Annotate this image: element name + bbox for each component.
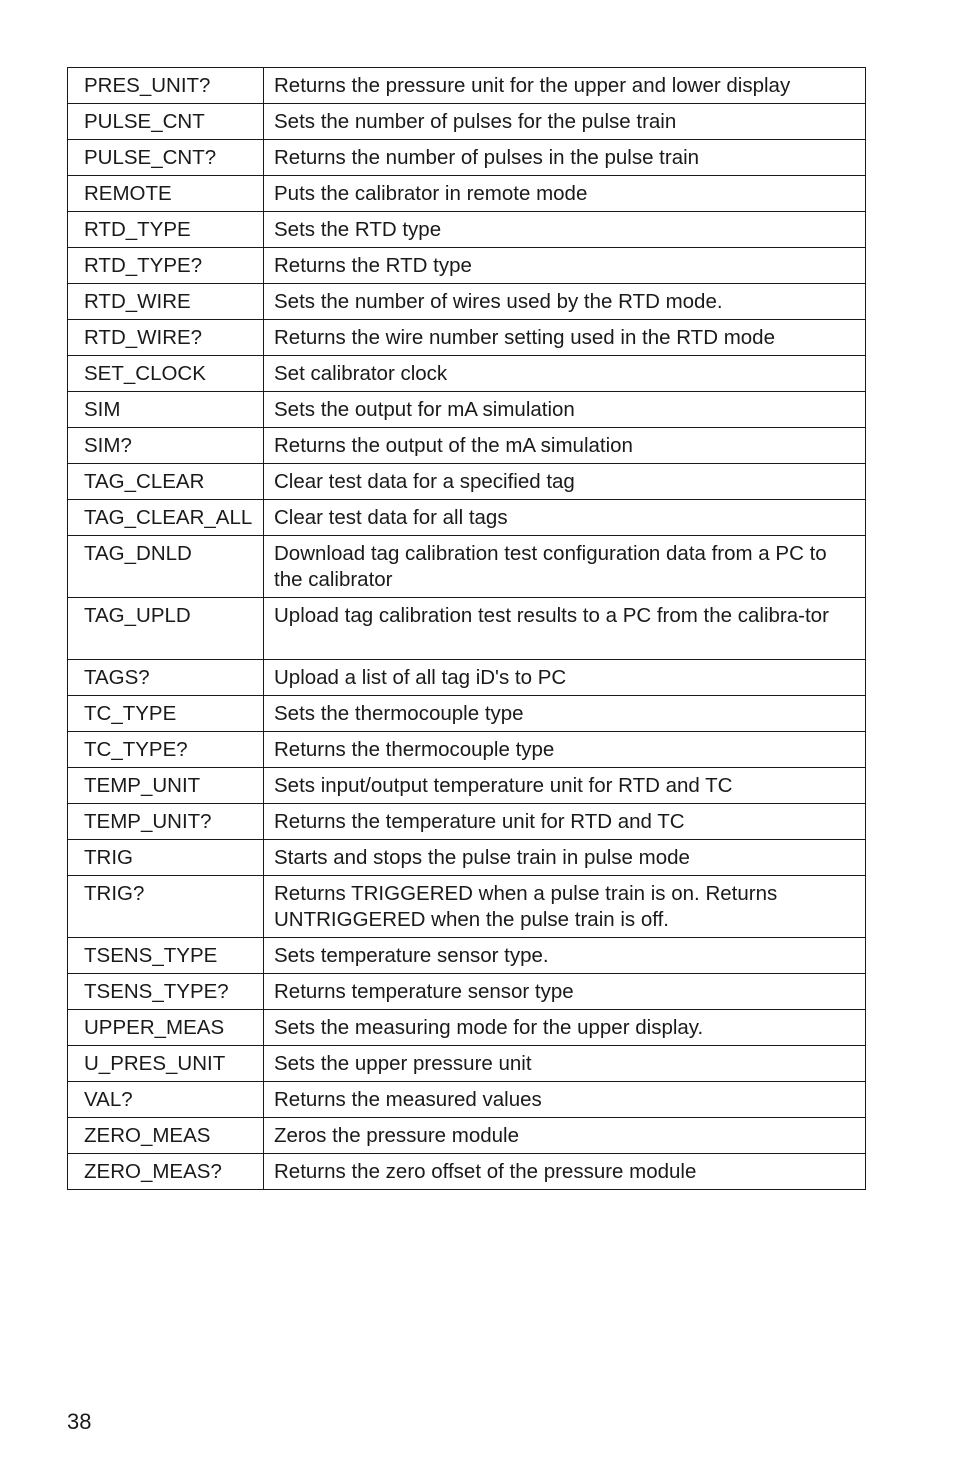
description-cell: Zeros the pressure module bbox=[264, 1118, 866, 1154]
description-cell: Returns the measured values bbox=[264, 1082, 866, 1118]
command-cell: TAG_DNLD bbox=[68, 536, 264, 598]
command-cell: PULSE_CNT? bbox=[68, 140, 264, 176]
description-cell: Download tag calibration test configuration data from a PC to the calibrator bbox=[264, 536, 866, 598]
command-cell: TAG_UPLD bbox=[68, 598, 264, 660]
table-row bbox=[68, 696, 866, 732]
table-row bbox=[68, 598, 866, 660]
command-cell: TC_TYPE? bbox=[68, 732, 264, 768]
table-row bbox=[68, 974, 866, 1010]
description-cell: Sets temperature sensor type. bbox=[264, 938, 866, 974]
description-cell: Returns the pressure unit for the upper and lower display bbox=[264, 68, 866, 104]
table-row bbox=[68, 840, 866, 876]
table-row bbox=[68, 660, 866, 696]
description-cell: Sets the output for mA simulation bbox=[264, 392, 866, 428]
table-row bbox=[68, 1118, 866, 1154]
table-row bbox=[68, 938, 866, 974]
command-cell: TRIG? bbox=[68, 876, 264, 938]
description-cell: Sets the measuring mode for the upper display. bbox=[264, 1010, 866, 1046]
command-cell: PULSE_CNT bbox=[68, 104, 264, 140]
command-cell: TAGS? bbox=[68, 660, 264, 696]
command-cell: VAL? bbox=[68, 1082, 264, 1118]
page-number: 38 bbox=[67, 1409, 92, 1434]
description-cell: Sets the number of pulses for the pulse train bbox=[264, 104, 866, 140]
command-cell: RTD_TYPE? bbox=[68, 248, 264, 284]
command-cell: TRIG bbox=[68, 840, 264, 876]
description-cell: Returns the wire number setting used in the RTD mode bbox=[264, 320, 866, 356]
description-cell: Starts and stops the pulse train in pulse mode bbox=[264, 840, 866, 876]
table-row bbox=[68, 1046, 866, 1082]
description-cell: Sets input/output temperature unit for RTD and TC bbox=[264, 768, 866, 804]
command-cell: TAG_CLEAR_ALL bbox=[68, 500, 264, 536]
table-row bbox=[68, 176, 866, 212]
table-row bbox=[68, 768, 866, 804]
table-row bbox=[68, 248, 866, 284]
description-cell: Returns the zero offset of the pressure module bbox=[264, 1154, 866, 1190]
command-table bbox=[67, 67, 866, 1190]
table-row bbox=[68, 140, 866, 176]
table-row bbox=[68, 536, 866, 598]
table-row bbox=[68, 356, 866, 392]
command-cell: TSENS_TYPE? bbox=[68, 974, 264, 1010]
command-cell: SIM? bbox=[68, 428, 264, 464]
table-row bbox=[68, 320, 866, 356]
command-cell: PRES_UNIT? bbox=[68, 68, 264, 104]
description-cell: Set calibrator clock bbox=[264, 356, 866, 392]
description-cell: Returns the thermocouple type bbox=[264, 732, 866, 768]
description-cell: Returns the number of pulses in the pulse train bbox=[264, 140, 866, 176]
table-row bbox=[68, 392, 866, 428]
table-row bbox=[68, 500, 866, 536]
table-row bbox=[68, 212, 866, 248]
description-cell: Puts the calibrator in remote mode bbox=[264, 176, 866, 212]
table-row bbox=[68, 284, 866, 320]
command-cell: TEMP_UNIT? bbox=[68, 804, 264, 840]
description-cell: Returns TRIGGERED when a pulse train is on. Returns UNTRIGGERED when the pulse train is off. bbox=[264, 876, 866, 938]
table-row bbox=[68, 732, 866, 768]
command-cell: RTD_TYPE bbox=[68, 212, 264, 248]
command-cell: ZERO_MEAS bbox=[68, 1118, 264, 1154]
description-cell: Sets the RTD type bbox=[264, 212, 866, 248]
command-cell: RTD_WIRE bbox=[68, 284, 264, 320]
command-cell: TEMP_UNIT bbox=[68, 768, 264, 804]
command-cell: TAG_CLEAR bbox=[68, 464, 264, 500]
table-row bbox=[68, 1082, 866, 1118]
description-cell: Returns the output of the mA simulation bbox=[264, 428, 866, 464]
command-cell: SET_CLOCK bbox=[68, 356, 264, 392]
description-cell: Returns temperature sensor type bbox=[264, 974, 866, 1010]
table-row bbox=[68, 464, 866, 500]
description-cell: Sets the thermocouple type bbox=[264, 696, 866, 732]
table-row bbox=[68, 1154, 866, 1190]
description-cell: Returns the temperature unit for RTD and TC bbox=[264, 804, 866, 840]
command-cell: UPPER_MEAS bbox=[68, 1010, 264, 1046]
command-cell: TSENS_TYPE bbox=[68, 938, 264, 974]
command-cell: RTD_WIRE? bbox=[68, 320, 264, 356]
command-cell: TC_TYPE bbox=[68, 696, 264, 732]
description-cell: Upload tag calibration test results to a PC from the calibra-tor bbox=[264, 598, 866, 660]
command-cell: U_PRES_UNIT bbox=[68, 1046, 264, 1082]
description-cell: Clear test data for all tags bbox=[264, 500, 866, 536]
table-row bbox=[68, 104, 866, 140]
description-cell: Clear test data for a specified tag bbox=[264, 464, 866, 500]
description-cell: Sets the upper pressure unit bbox=[264, 1046, 866, 1082]
command-table-body bbox=[68, 68, 866, 1190]
command-cell: SIM bbox=[68, 392, 264, 428]
command-cell: REMOTE bbox=[68, 176, 264, 212]
command-cell: ZERO_MEAS? bbox=[68, 1154, 264, 1190]
table-row bbox=[68, 1010, 866, 1046]
description-cell: Upload a list of all tag iD's to PC bbox=[264, 660, 866, 696]
description-cell: Sets the number of wires used by the RTD mode. bbox=[264, 284, 866, 320]
table-row bbox=[68, 876, 866, 938]
description-cell: Returns the RTD type bbox=[264, 248, 866, 284]
table-row bbox=[68, 428, 866, 464]
table-row bbox=[68, 804, 866, 840]
table-row bbox=[68, 68, 866, 104]
